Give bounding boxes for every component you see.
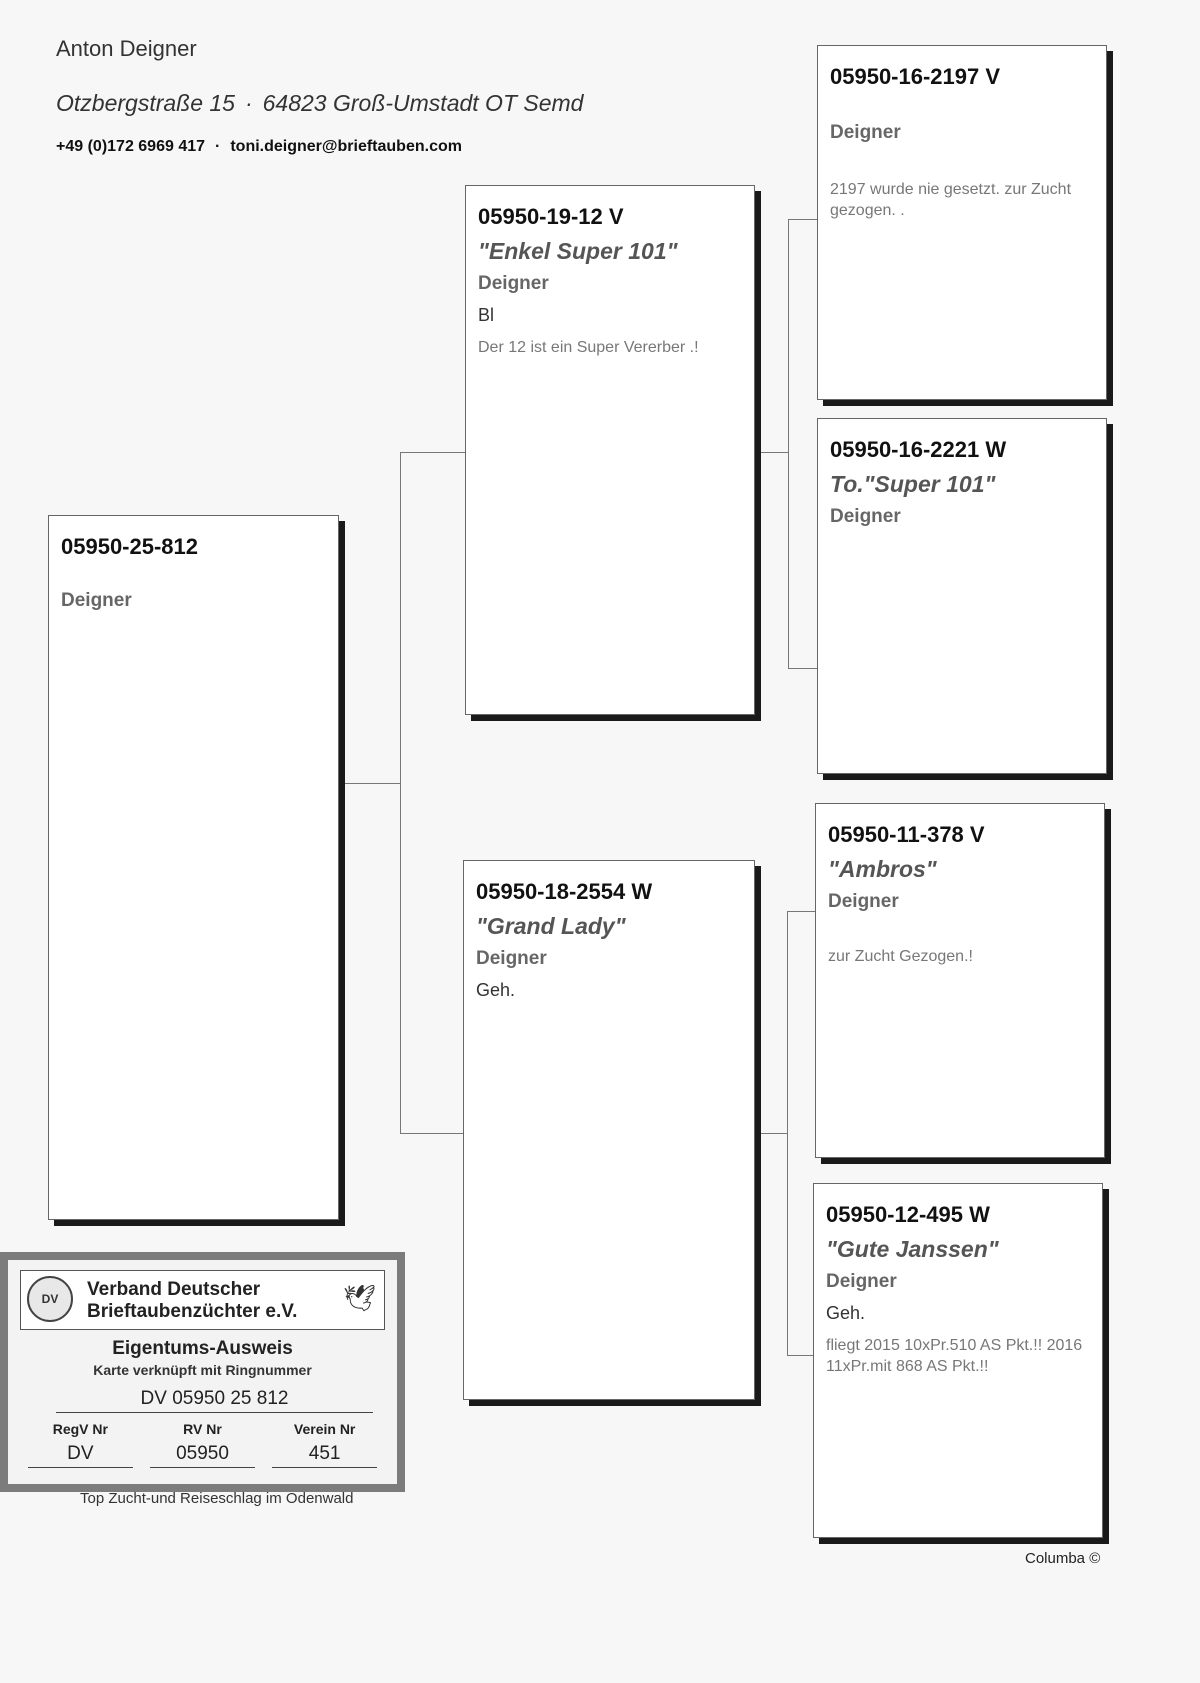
pigeon-card-dam-sire[interactable] <box>815 803 1105 1158</box>
card-ring-number: DV 05950 25 812 <box>56 1388 373 1413</box>
breeder: Deigner <box>476 948 547 969</box>
ring-number: 05950-19-12 V <box>478 204 624 229</box>
ring-number: 05950-12-495 W <box>826 1202 990 1227</box>
breeder: Deigner <box>478 273 549 294</box>
pigeon-name: "Gute Janssen" <box>826 1236 999 1262</box>
connector-line <box>757 1133 787 1134</box>
association-line-2: Brieftaubenzüchter e.V. <box>87 1300 298 1322</box>
connector-line <box>787 1355 813 1356</box>
ownership-card-inner <box>8 1260 397 1484</box>
ring-number: 05950-16-2221 W <box>830 437 1007 462</box>
card-fields <box>20 1421 385 1468</box>
pigeon-card-sire[interactable] <box>465 185 755 715</box>
pigeon-name: To."Super 101" <box>830 471 996 497</box>
email-link[interactable]: toni.deigner@brieftauben.com <box>230 138 462 155</box>
address-street: Otzbergstraße 15 <box>56 90 235 116</box>
ring-number: 05950-16-2197 V <box>830 64 1001 89</box>
note: zur Zucht Gezogen.! <box>828 948 973 965</box>
pigeon-name: "Grand Lady" <box>476 913 626 939</box>
field-regv <box>28 1421 133 1468</box>
field-label: RV Nr <box>183 1421 222 1437</box>
note: 2197 wurde nie gesetzt. zur Zucht gezogen. . <box>830 181 1072 219</box>
pigeon-card-sire-sire[interactable] <box>817 45 1107 400</box>
color: Geh. <box>826 1303 866 1323</box>
card-title: Eigentums-Ausweis <box>112 1338 293 1359</box>
connector-line <box>342 783 400 784</box>
connector-line <box>400 452 401 1133</box>
field-rv <box>150 1421 255 1468</box>
connector-line <box>787 911 788 1355</box>
breeder: Deigner <box>826 1271 897 1292</box>
ring-number: 05950-11-378 V <box>828 822 985 847</box>
ring-number: 05950-18-2554 W <box>476 879 653 904</box>
breeder-name: Anton Deigner <box>56 36 197 61</box>
association-line-1: Verband Deutscher <box>87 1279 261 1300</box>
field-value: DV <box>28 1443 133 1468</box>
note: Der 12 ist ein Super Vererber .! <box>478 339 699 356</box>
connector-line <box>788 219 817 220</box>
association-name <box>87 1279 297 1323</box>
breeder-contact: +49 (0)172 6969 417 · toni.deigner@brieftauben.com <box>56 138 462 155</box>
copyright: Columba © <box>1025 1550 1101 1567</box>
field-label: RegV Nr <box>52 1421 108 1437</box>
connector-line <box>755 452 788 453</box>
color: Geh. <box>476 980 516 1000</box>
association-banner <box>20 1270 385 1330</box>
address-city: 64823 Groß-Umstadt OT Semd <box>262 90 584 116</box>
pigeon-name: "Enkel Super 101" <box>478 238 678 264</box>
field-label: Verein Nr <box>293 1421 356 1437</box>
color: Bl <box>478 305 495 325</box>
ring-number: 05950-25-812 <box>61 534 199 559</box>
note: fliegt 2015 10xPr.510 AS Pkt.!! 2016 11xPr.mit 868 AS Pkt.!! <box>826 1337 1083 1375</box>
field-verein <box>272 1421 377 1468</box>
field-value: 05950 <box>150 1443 255 1468</box>
breeder: Deigner <box>830 506 901 527</box>
pigeon-name: "Ambros" <box>828 856 937 882</box>
connector-line <box>788 219 789 668</box>
pigeon-card-dam[interactable] <box>463 860 755 1400</box>
card-subtitle: Karte verknüpft mit Ringnummer <box>93 1362 312 1378</box>
field-value: 451 <box>272 1443 377 1468</box>
slogan: Top Zucht-und Reiseschlag im Odenwald <box>80 1490 354 1507</box>
pigeon-icon: 🕊 <box>342 1283 376 1313</box>
phone-number: +49 (0)172 6969 417 <box>56 138 206 155</box>
connector-line <box>400 452 465 453</box>
connector-line <box>788 668 817 669</box>
breeder: Deigner <box>830 122 901 143</box>
pigeon-card-sire-dam[interactable] <box>817 418 1107 774</box>
pigeon-card-subject[interactable] <box>48 515 339 1220</box>
breeder: Deigner <box>828 891 899 912</box>
breeder: Deigner <box>61 590 132 611</box>
ownership-card <box>0 1252 405 1492</box>
pigeon-card-dam-dam[interactable] <box>813 1183 1103 1538</box>
breeder-address: Otzbergstraße 15 · 64823 Groß-Umstadt OT Semd <box>56 90 584 116</box>
connector-line <box>787 911 815 912</box>
connector-line <box>400 1133 463 1134</box>
association-seal-icon: DV <box>27 1276 73 1322</box>
